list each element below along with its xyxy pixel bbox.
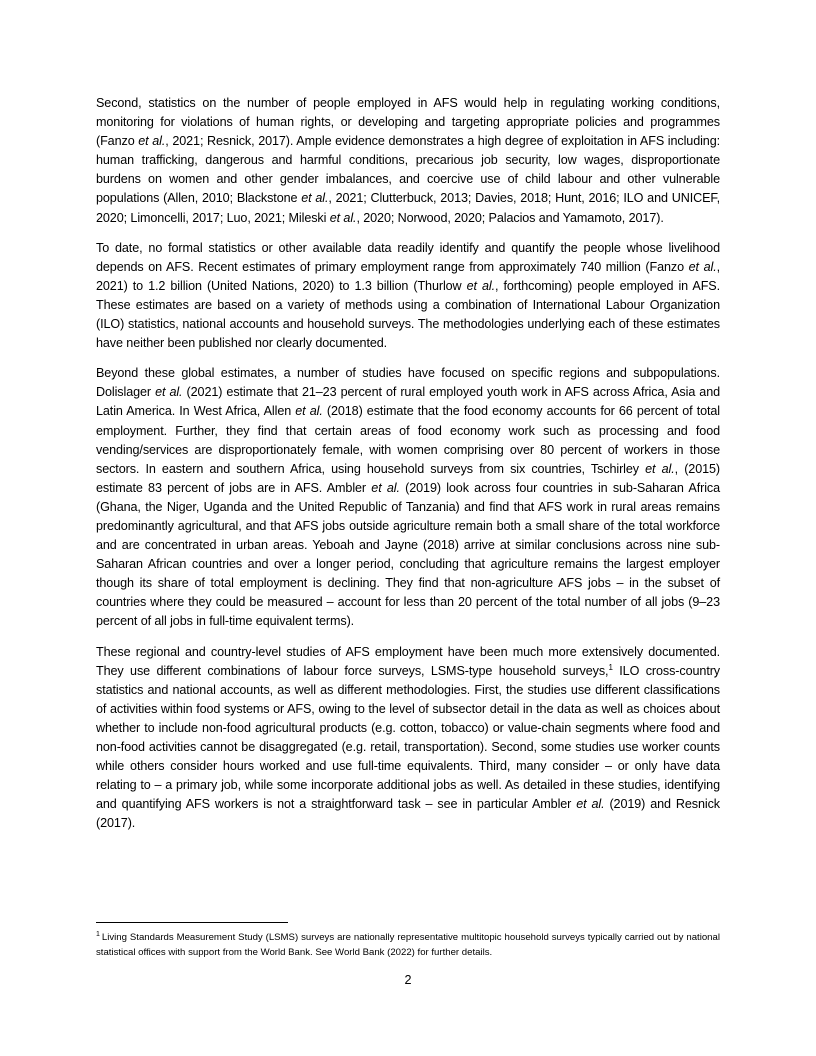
paragraph-regional-studies <box>96 364 720 631</box>
citation-et-al: et al. <box>301 191 329 206</box>
text-run: These regional and country-level studies of AFS employment have been much more extensively documented. They use different combinations of labour force surveys, LSMS-type household surveys, <box>96 644 720 678</box>
footnote-separator <box>96 922 288 923</box>
paragraph-global-estimates <box>96 239 720 354</box>
citation-et-al: et al. <box>155 385 183 400</box>
citation-et-al: et al. <box>329 210 357 225</box>
text-run: Second, statistics on the number of people employed in AFS would help in regulating working conditions, monitoring for violations of human rights, or developing and targeting appropriate policies and programmes (Fanzo <box>96 96 720 149</box>
footnote-text: Living Standards Measurement Study (LSMS) surveys are nationally representative multitopic household surveys typically carried out by national statistical offices with support from the World Bank. See World Bank (2022) for further details. <box>96 932 720 958</box>
text-run: To date, no formal statistics or other available data readily identify and quantify the people whose livelihood depends on AFS. Recent estimates of primary employment range from approximately 740 million (Fanzo <box>96 240 720 274</box>
page-number: 2 <box>404 973 412 987</box>
text-run: , forthcoming) people employed in AFS. These estimates are based on a variety of methods using a combination of International Labour Organization (ILO) statistics, national accounts and household surveys. The methodologies underlying each of these estimates have neither been published nor clearly documented. <box>96 278 721 351</box>
footnote-reference: 1 <box>608 662 613 672</box>
paragraph-methodology-differences <box>96 643 720 834</box>
text-run: (2019) look across four countries in sub-Saharan Africa (Ghana, the Niger, Uganda and the United Republic of Tanzania) and find that AFS work in rural areas remains predominantly agricultural, and that AFS jobs outside agriculture remain both a small share of the total workforce and are concentrated in urban areas. Yeboah and Jayne (2018) arrive at similar conclusions across nine sub-Saharan African countries and over a longer period, concluding that agriculture remains the largest employer though its share of total employment is declining. They find that non-agriculture AFS jobs – in the subset of countries where they could be measured – account for less than 20 percent of the total number of all jobs (9–23 percent of all jobs in full-time equivalent terms). <box>96 480 720 629</box>
text-run: ILO cross-country statistics and national accounts, as well as different methodologies. First, the studies use different classifications of activities within food systems or AFS, owing to the level of subsector detail in the data as well as choices about whether to include non-food agricultural products (e.g. cotton, tobacco) or value-chain segments where food and non-food activities cannot be disaggregated (e.g. retail, transportation). Second, some studies use worker counts while others consider hours worked and use full-time equivalents. Third, many consider – or only have data relating to – a primary job, while some incorporate additional jobs as well. As detailed in these studies, identifying and quantifying AFS workers is not a straightforward task – see in particular Ambler <box>96 663 721 812</box>
footnote-marker: 1 <box>96 930 100 938</box>
text-run: , 2021; Clutterbuck, 2013; Davies, 2018; Hunt, 2016; ILO and UNICEF, 2020; Limoncelli, 2017; Luo, 2021; Mileski <box>96 191 720 225</box>
text-run: (2019) and Resnick (2017). <box>96 797 720 831</box>
text-run: (2021) estimate that 21–23 percent of rural employed youth work in AFS across Africa, Asia and Latin America. In West Africa, Allen <box>96 385 721 419</box>
citation-et-al: et al. <box>576 797 605 812</box>
footnote <box>96 931 720 961</box>
citation-et-al: et al. <box>371 480 400 495</box>
citation-et-al: et al. <box>688 259 717 274</box>
citation-et-al: et al. <box>138 134 166 149</box>
text-run: (2018) estimate that the food economy accounts for 66 percent of total employment. Further, they find that certain areas of food economy work such as processing and food vending/services are disproportionately female, with women comprising over 80 percent of workers in those sectors. In eastern and southern Africa, using household surveys from six countries, Tschirley <box>96 404 721 476</box>
text-run: , (2015) estimate 83 percent of jobs are in AFS. Ambler <box>96 461 720 495</box>
text-run: , 2020; Norwood, 2020; Palacios and Yamamoto, 2017). <box>356 210 664 225</box>
text-run: Beyond these global estimates, a number of studies have focused on specific regions and subpopulations. Dolislager <box>96 366 720 400</box>
citation-et-al: et al. <box>645 461 675 476</box>
text-run: , 2021) to 1.2 billion (United Nations, 2020) to 1.3 billion (Thurlow <box>96 259 721 293</box>
body-text <box>96 94 720 844</box>
citation-et-al: et al. <box>295 404 323 419</box>
text-run: , 2021; Resnick, 2017). Ample evidence demonstrates a high degree of exploitation in AFS including: human trafficking, dangerous and harmful conditions, precarious job security, low wages, disproportionate burdens on women and other gender imbalances, and coercive use of child labour and other vulnerable populations (Allen, 2010; Blackstone <box>96 134 721 206</box>
citation-et-al: et al. <box>466 278 495 293</box>
paragraph-working-conditions <box>96 94 720 228</box>
